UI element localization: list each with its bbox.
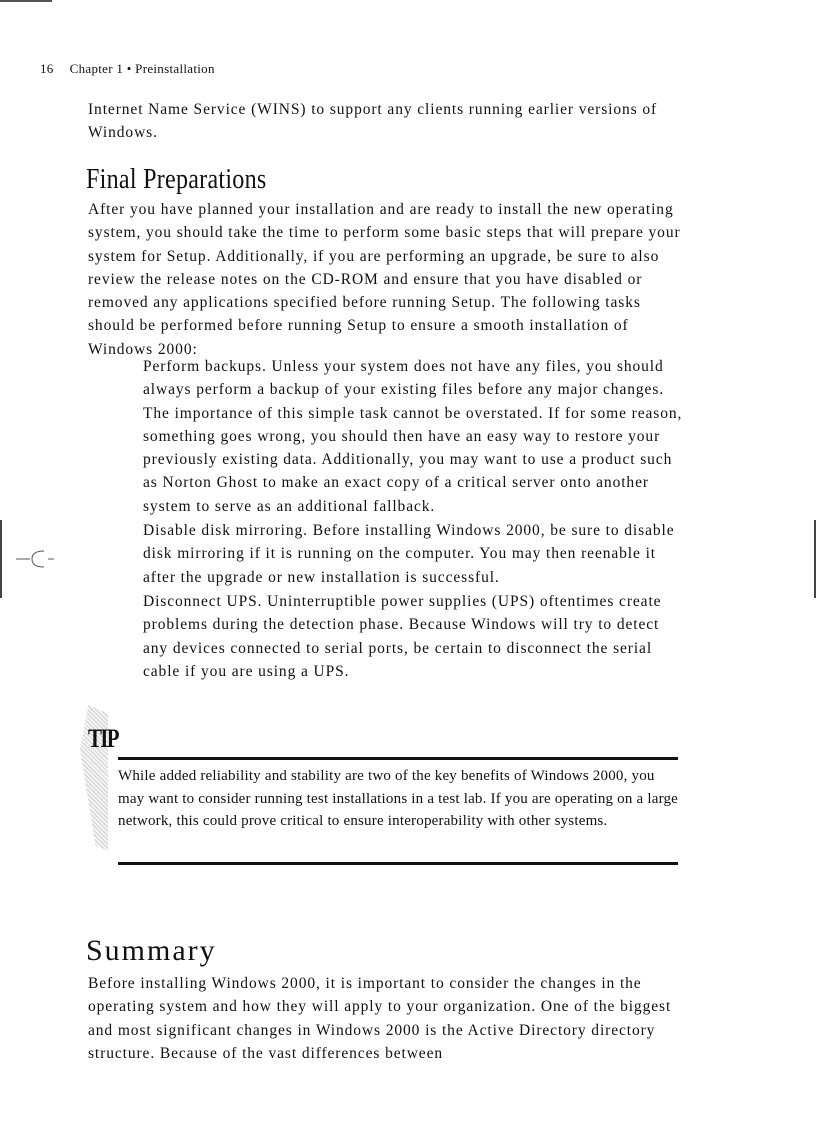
final-preparations-paragraph: After you have planned your installation and are ready to install the new operating system, you should take the time to perform some basic steps that will prepare your system for Setup. Additionally, if you are performing an upgrade, be sure to also review the release notes on the CD-ROM and ensure that you have disabled or removed any applications specified before running Setup. The following tasks should be performed before running Setup to ensure a smooth installation of Windows 2000: xyxy=(88,201,681,358)
running-head xyxy=(40,61,215,77)
page-number: 16 xyxy=(40,61,54,76)
tip-text: While added reliability and stability are two of the key benefits of Windows 2000, you may want to consider running test installations in a test lab. If you are operating on a large network, this could prove critical to ensure interoperability with other systems. xyxy=(118,768,679,829)
left-edge-mark xyxy=(0,520,2,598)
intro-paragraph: Internet Name Service (WINS) to support any clients running earlier versions of Windows. xyxy=(88,101,658,142)
task-list xyxy=(143,355,688,684)
summary-paragraph: Before installing Windows 2000, it is important to consider the changes in the operating system and how they will apply to your organization. One of the biggest and most significant changes in Windows 2000 is the Active Directory directory structure. Because of the vast differences between xyxy=(88,975,672,1062)
tip-rule-top xyxy=(118,757,678,760)
chapter-title: Chapter 1 • Preinstallation xyxy=(69,61,215,76)
registration-mark-icon xyxy=(8,545,58,571)
tip-label: TIP xyxy=(88,724,118,753)
final-preparations-heading: Final Preparations xyxy=(86,164,267,195)
task-item-perform-backups: Perform backups. Unless your system does not have any files, you should always perform a backup of your existing files before any major changes. The importance of this simple task cannot be overstated. If for some reason, something goes wrong, you should then have an easy way to restore your previously existing data. Additionally, you may want to use a product such as Norton Ghost to make an exact copy of a critical server onto another system to serve as an additional fallback. xyxy=(143,358,683,515)
summary-heading: Summary xyxy=(86,934,217,967)
tip-rule-bottom xyxy=(118,862,678,865)
task-item-disable-disk-mirroring: Disable disk mirroring. Before installing Windows 2000, be sure to disable disk mirroring if it is running on the computer. You may then reenable it after the upgrade or new installation is successful. xyxy=(143,522,675,586)
task-item-disconnect-ups: Disconnect UPS. Uninterruptible power supplies (UPS) oftentimes create problems during the detection phase. Because Windows will try to detect any devices connected to serial ports, be certain to disconnect the serial cable if you are using a UPS. xyxy=(143,592,662,680)
corner-crop-mark xyxy=(0,0,52,2)
